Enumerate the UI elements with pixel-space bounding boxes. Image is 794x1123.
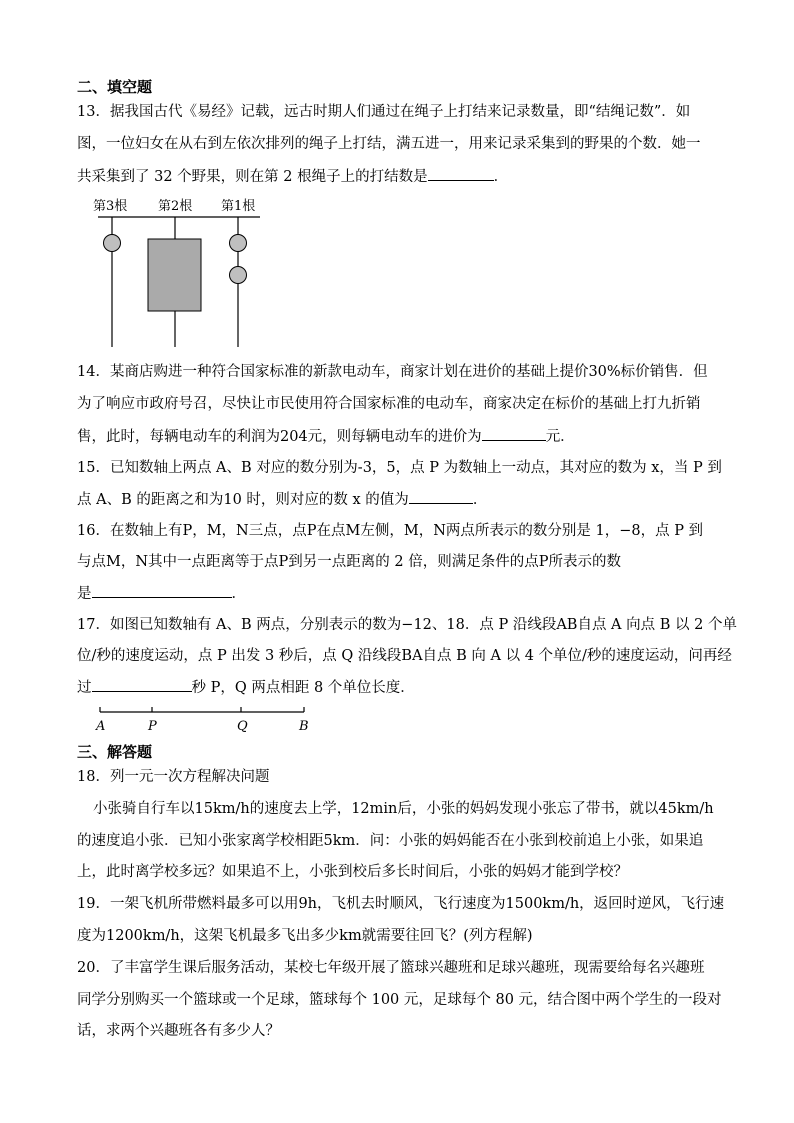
section-title-solve: 三、解答题 <box>77 743 153 761</box>
q13-answer-blank[interactable] <box>428 166 494 181</box>
q15-tail: ． <box>472 492 488 508</box>
q20-line2: 同学分别购买一个篮球或一个足球，篮球每个 100 元，足球每个 80 元，结合图中两个学生的一段对 <box>77 992 722 1008</box>
q17-line2: 位/秒的速度运动，点 P 出发 3 秒后，点 Q 沿线段BA自点 B 向 A 以 4 个单位/秒的速度运动，问再经 <box>77 648 732 664</box>
q18-line1: 18．列一元一次方程解决问题 <box>77 769 270 785</box>
q17-text: 过 <box>77 680 92 696</box>
rope3-knot <box>104 235 121 252</box>
q17-tail: 秒 P，Q 两点相距 8 个单位长度． <box>191 680 415 696</box>
q13-line1: 13．据我国古代《易经》记载，远古时期人们通过在绳子上打结来记录数量，即“结绳记数”．如 <box>77 104 691 120</box>
q20-line1: 20．了丰富学生课后服务活动，某校七年级开展了篮球兴趣班和足球兴趣班，现需要给每名兴趣班 <box>77 960 705 976</box>
q15-answer-blank[interactable] <box>409 489 473 504</box>
point-p-label: P <box>148 719 157 734</box>
q18-line2: 小张骑自行车以15km/h的速度去上学，12min后，小张的妈妈发现小张忘了带书，就以45km/h <box>93 801 714 817</box>
q18-line3: 的速度追小张．已知小张家离学校相距5km．问：小张的妈妈能否在小张到校前追上小张，如果追 <box>77 833 704 849</box>
q20-line3: 话，求两个兴趣班各有多少人？ <box>77 1023 280 1039</box>
q18-line4: 上，此时离学校多远？如果追不上，小张到校后多长时间后，小张的妈妈才能到学校？ <box>77 864 628 880</box>
number-line-figure <box>88 704 318 736</box>
rope1-knot-1 <box>230 235 247 252</box>
point-b-label: B <box>299 719 309 734</box>
q16-answer-blank[interactable] <box>92 583 232 598</box>
point-q-label: Q <box>237 719 248 734</box>
q15-text: 点 A、B 的距离之和为10 时，则对应的数 x 的值为 <box>77 492 409 508</box>
q14-answer-blank[interactable] <box>482 426 546 441</box>
rope1-knot-2 <box>230 267 247 284</box>
q17-line3 <box>77 677 415 698</box>
rope3-label: 第3根 <box>93 199 128 214</box>
q16-line1: 16．在数轴上有P，M，N三点，点P在点M左侧，M，N两点所表示的数分别是 1，−8，点 P 到 <box>77 523 704 539</box>
point-a-label: A <box>96 719 106 734</box>
q14-line3 <box>77 426 575 447</box>
q14-line2: 为了响应市政府号召，尽快让市民使用符合国家标准的电动车，商家决定在标价的基础上打九折销 <box>77 396 701 412</box>
rope2-hidden-block <box>148 239 201 311</box>
q17-answer-blank[interactable] <box>92 677 192 692</box>
q14-line1: 14．某商店购进一种符合国家标准的新款电动车，商家计划在进价的基础上提价30%标价销售．但 <box>77 364 708 380</box>
section-title-fill-in: 二、填空题 <box>77 78 153 96</box>
q19-line2: 度为1200km/h，这架飞机最多飞出多少km就需要往回飞？(列方程解) <box>77 928 533 944</box>
q15-line1: 15．已知数轴上两点 A、B 对应的数分别为-3，5，点 P 为数轴上一动点，其对应的数为 x，当 P 到 <box>77 460 722 476</box>
q16-line2: 与点M，N其中一点距离等于点P到另一点距离的 2 倍，则满足条件的点P所表示的数 <box>77 554 621 570</box>
q15-line2 <box>77 489 487 510</box>
q17-line1: 17．如图已知数轴有 A、B 两点，分别表示的数为−12、18．点 P 沿线段AB自点 A 向点 B 以 2 个单 <box>77 617 737 633</box>
q13-tail: ． <box>493 169 509 185</box>
q16-line3 <box>77 583 246 604</box>
q13-line3 <box>77 166 508 187</box>
q19-line1: 19．一架飞机所带燃料最多可以用9h，飞机去时顺风，飞行速度为1500km/h，返回时逆风，飞行速 <box>77 896 725 912</box>
q16-text: 是 <box>77 586 92 602</box>
q13-line2: 图，一位妇女在从右到左依次排列的绳子上打结，满五进一，用来记录采集到的野果的个数．她一 <box>77 136 701 152</box>
q16-tail: ． <box>231 586 246 602</box>
rope2-label: 第2根 <box>158 199 193 214</box>
q14-tail: 元． <box>545 429 575 445</box>
q14-text: 售，此时，每辆电动车的利润为204元，则每辆电动车的进价为 <box>77 429 482 445</box>
knot-rope-figure <box>90 195 270 351</box>
rope1-label: 第1根 <box>221 199 256 214</box>
q13-text: 共采集到了 32 个野果，则在第 2 根绳子上的打结数是 <box>77 169 428 185</box>
